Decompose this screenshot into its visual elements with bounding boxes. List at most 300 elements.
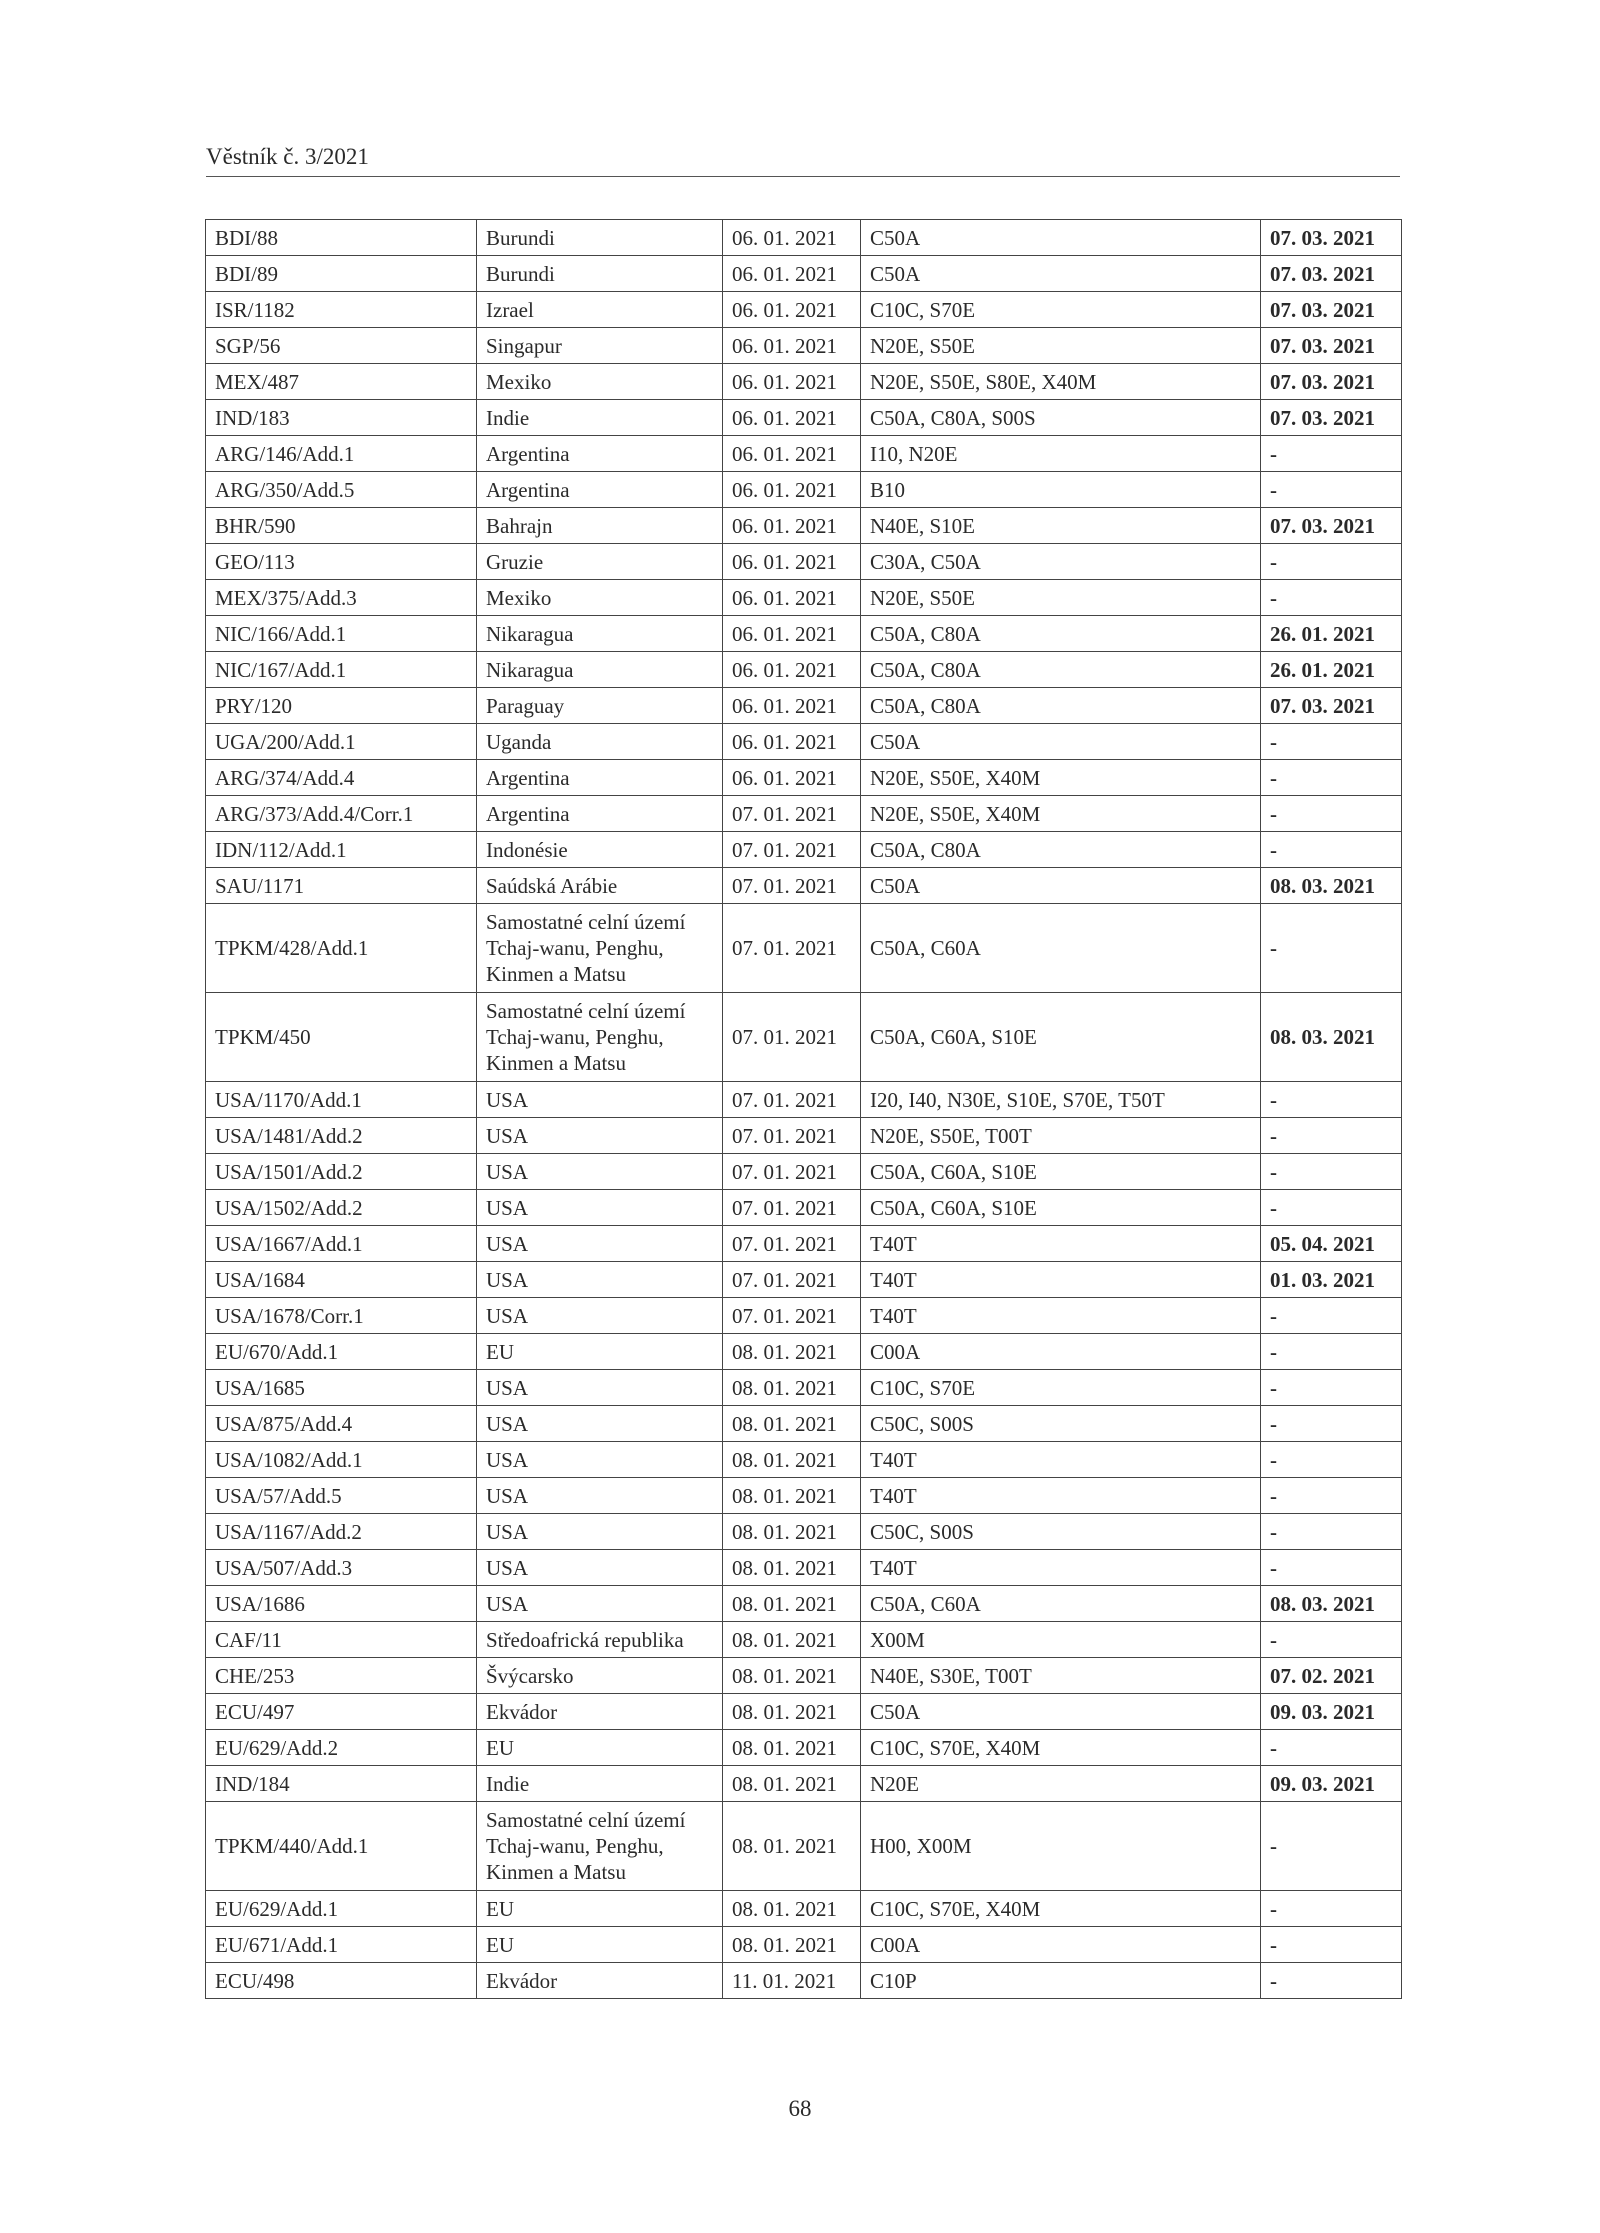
product-codes-cell: C50A, C80A, S00S (861, 400, 1261, 436)
effective-date-cell: - (1261, 796, 1402, 832)
country-line: USA (486, 1519, 529, 1544)
document-code-cell: BHR/590 (206, 508, 477, 544)
product-codes-cell: C50A, C60A (861, 904, 1261, 993)
document-code-cell: EU/629/Add.1 (206, 1891, 477, 1927)
table-row (206, 1514, 1402, 1550)
table-row (206, 220, 1402, 256)
country-line: USA (486, 1411, 529, 1436)
table-row (206, 1334, 1402, 1370)
document-code-cell: PRY/120 (206, 688, 477, 724)
product-codes-cell: N20E, S50E, T00T (861, 1118, 1261, 1154)
product-codes-cell: C50A (861, 724, 1261, 760)
page-header (206, 144, 1400, 177)
document-code-cell: NIC/167/Add.1 (206, 652, 477, 688)
table-row (206, 1622, 1402, 1658)
product-codes-cell: C50A, C80A (861, 652, 1261, 688)
product-codes-cell: N40E, S10E (861, 508, 1261, 544)
document-code-cell: UGA/200/Add.1 (206, 724, 477, 760)
document-code-cell: USA/1481/Add.2 (206, 1118, 477, 1154)
product-codes-cell: I10, N20E (861, 436, 1261, 472)
country-cell (477, 1622, 723, 1658)
effective-date-cell: - (1261, 1891, 1402, 1927)
notification-date-cell: 08. 01. 2021 (723, 1730, 861, 1766)
country-line: EU (486, 1896, 514, 1921)
document-code-cell: SAU/1171 (206, 868, 477, 904)
document-code-cell: GEO/113 (206, 544, 477, 580)
effective-date-cell: 07. 03. 2021 (1261, 328, 1402, 364)
product-codes-cell: T40T (861, 1298, 1261, 1334)
country-cell (477, 993, 723, 1082)
effective-date-cell: 07. 03. 2021 (1261, 292, 1402, 328)
country-cell (477, 1891, 723, 1927)
document-code-cell: CAF/11 (206, 1622, 477, 1658)
country-cell (477, 1730, 723, 1766)
effective-date-cell: 08. 03. 2021 (1261, 868, 1402, 904)
document-code-cell: SGP/56 (206, 328, 477, 364)
notification-date-cell: 06. 01. 2021 (723, 580, 861, 616)
country-line: Argentina (486, 441, 570, 466)
document-code-cell: USA/1082/Add.1 (206, 1442, 477, 1478)
country-cell (477, 616, 723, 652)
effective-date-cell: - (1261, 472, 1402, 508)
document-code-cell: USA/1502/Add.2 (206, 1190, 477, 1226)
product-codes-cell: T40T (861, 1442, 1261, 1478)
country-line: Kinmen a Matsu (486, 1860, 626, 1884)
product-codes-cell: C50A (861, 868, 1261, 904)
country-cell (477, 1927, 723, 1963)
notification-date-cell: 08. 01. 2021 (723, 1550, 861, 1586)
country-cell (477, 1334, 723, 1370)
product-codes-cell: C50A, C60A (861, 1586, 1261, 1622)
notification-date-cell: 07. 01. 2021 (723, 1118, 861, 1154)
country-cell (477, 796, 723, 832)
notification-date-cell: 06. 01. 2021 (723, 400, 861, 436)
table-row (206, 1262, 1402, 1298)
table-row (206, 1658, 1402, 1694)
country-line: Samostatné celní území (486, 910, 686, 934)
notification-date-cell: 11. 01. 2021 (723, 1963, 861, 1999)
country-line: Nikaragua (486, 657, 574, 682)
country-line: Švýcarsko (486, 1663, 574, 1688)
country-cell (477, 724, 723, 760)
country-cell (477, 652, 723, 688)
effective-date-cell: - (1261, 1334, 1402, 1370)
effective-date-cell: 26. 01. 2021 (1261, 616, 1402, 652)
effective-date-cell: - (1261, 1478, 1402, 1514)
notification-date-cell: 07. 01. 2021 (723, 1226, 861, 1262)
document-code-cell: IND/184 (206, 1766, 477, 1802)
country-cell (477, 1262, 723, 1298)
country-cell (477, 1586, 723, 1622)
country-line: Argentina (486, 765, 570, 790)
effective-date-cell: 01. 03. 2021 (1261, 1262, 1402, 1298)
country-cell (477, 1550, 723, 1586)
notification-date-cell: 08. 01. 2021 (723, 1802, 861, 1891)
table-row (206, 688, 1402, 724)
notification-date-cell: 07. 01. 2021 (723, 1262, 861, 1298)
table-row (206, 1118, 1402, 1154)
country-cell (477, 1442, 723, 1478)
notifications-table (205, 219, 1402, 1999)
notification-date-cell: 07. 01. 2021 (723, 993, 861, 1082)
document-code-cell: EU/671/Add.1 (206, 1927, 477, 1963)
effective-date-cell: 07. 03. 2021 (1261, 400, 1402, 436)
country-line: Argentina (486, 801, 570, 826)
document-code-cell: ARG/146/Add.1 (206, 436, 477, 472)
table-row (206, 400, 1402, 436)
effective-date-cell: - (1261, 760, 1402, 796)
notification-date-cell: 06. 01. 2021 (723, 328, 861, 364)
document-code-cell: ECU/498 (206, 1963, 477, 1999)
country-line: EU (486, 1339, 514, 1364)
document-code-cell: BDI/89 (206, 256, 477, 292)
table-row (206, 652, 1402, 688)
notification-date-cell: 07. 01. 2021 (723, 796, 861, 832)
table-row (206, 508, 1402, 544)
country-cell (477, 1514, 723, 1550)
table-row (206, 1154, 1402, 1190)
country-cell (477, 1766, 723, 1802)
notification-date-cell: 07. 01. 2021 (723, 868, 861, 904)
country-line: USA (486, 1447, 529, 1472)
document-code-cell: BDI/88 (206, 220, 477, 256)
effective-date-cell: - (1261, 724, 1402, 760)
notification-date-cell: 08. 01. 2021 (723, 1514, 861, 1550)
document-code-cell: EU/670/Add.1 (206, 1334, 477, 1370)
effective-date-cell: - (1261, 1190, 1402, 1226)
country-cell (477, 328, 723, 364)
effective-date-cell: - (1261, 1118, 1402, 1154)
country-cell (477, 256, 723, 292)
country-line: USA (486, 1267, 529, 1292)
notification-date-cell: 06. 01. 2021 (723, 472, 861, 508)
notification-date-cell: 08. 01. 2021 (723, 1406, 861, 1442)
country-line: Ekvádor (486, 1968, 558, 1993)
country-line: Gruzie (486, 549, 544, 574)
country-line: USA (486, 1303, 529, 1328)
country-line: Kinmen a Matsu (486, 1051, 626, 1075)
product-codes-cell: C50A (861, 1694, 1261, 1730)
effective-date-cell: - (1261, 1514, 1402, 1550)
table-row (206, 256, 1402, 292)
table-row (206, 1370, 1402, 1406)
country-line: Tchaj-wanu, Penghu, (486, 936, 664, 960)
notification-date-cell: 06. 01. 2021 (723, 760, 861, 796)
effective-date-cell: 09. 03. 2021 (1261, 1694, 1402, 1730)
product-codes-cell: N20E, S50E (861, 580, 1261, 616)
table-row (206, 1298, 1402, 1334)
table-row (206, 1766, 1402, 1802)
product-codes-cell: C10C, S70E (861, 292, 1261, 328)
product-codes-cell: C50A, C60A, S10E (861, 1154, 1261, 1190)
product-codes-cell: C00A (861, 1334, 1261, 1370)
notification-date-cell: 06. 01. 2021 (723, 436, 861, 472)
country-cell (477, 1478, 723, 1514)
notification-date-cell: 08. 01. 2021 (723, 1586, 861, 1622)
country-cell (477, 1802, 723, 1891)
document-code-cell: USA/1685 (206, 1370, 477, 1406)
effective-date-cell: - (1261, 1963, 1402, 1999)
document-code-cell: USA/1667/Add.1 (206, 1226, 477, 1262)
country-line: Burundi (486, 225, 555, 250)
country-line: USA (486, 1087, 529, 1112)
country-line: Indonésie (486, 837, 568, 862)
table-row (206, 1802, 1402, 1891)
country-cell (477, 1154, 723, 1190)
table-row (206, 1927, 1402, 1963)
table-row (206, 436, 1402, 472)
document-code-cell: USA/1501/Add.2 (206, 1154, 477, 1190)
product-codes-cell: C10P (861, 1963, 1261, 1999)
document-code-cell: USA/1678/Corr.1 (206, 1298, 477, 1334)
notification-date-cell: 08. 01. 2021 (723, 1927, 861, 1963)
table-row (206, 616, 1402, 652)
effective-date-cell: - (1261, 1622, 1402, 1658)
country-line: Nikaragua (486, 621, 574, 646)
country-line: Mexiko (486, 585, 552, 610)
document-code-cell: USA/875/Add.4 (206, 1406, 477, 1442)
table-row (206, 1694, 1402, 1730)
effective-date-cell: 07. 03. 2021 (1261, 220, 1402, 256)
document-code-cell: IND/183 (206, 400, 477, 436)
notification-date-cell: 06. 01. 2021 (723, 292, 861, 328)
notification-date-cell: 07. 01. 2021 (723, 1298, 861, 1334)
country-line: Singapur (486, 333, 562, 358)
effective-date-cell: - (1261, 436, 1402, 472)
product-codes-cell: C50A, C80A (861, 616, 1261, 652)
effective-date-cell: 07. 03. 2021 (1261, 364, 1402, 400)
country-line: Kinmen a Matsu (486, 962, 626, 986)
country-cell (477, 868, 723, 904)
country-line: Burundi (486, 261, 555, 286)
product-codes-cell: C50C, S00S (861, 1514, 1261, 1550)
notification-date-cell: 08. 01. 2021 (723, 1370, 861, 1406)
document-code-cell: USA/507/Add.3 (206, 1550, 477, 1586)
product-codes-cell: C50A (861, 256, 1261, 292)
country-cell (477, 292, 723, 328)
table-row (206, 1190, 1402, 1226)
document-code-cell: TPKM/428/Add.1 (206, 904, 477, 993)
effective-date-cell: - (1261, 904, 1402, 993)
notification-date-cell: 08. 01. 2021 (723, 1334, 861, 1370)
product-codes-cell: C50A, C60A, S10E (861, 993, 1261, 1082)
country-cell (477, 1963, 723, 1999)
table-row (206, 904, 1402, 993)
table-row (206, 1226, 1402, 1262)
product-codes-cell: C50C, S00S (861, 1406, 1261, 1442)
notification-date-cell: 07. 01. 2021 (723, 1190, 861, 1226)
effective-date-cell: 07. 03. 2021 (1261, 508, 1402, 544)
table-row (206, 796, 1402, 832)
table-row (206, 1478, 1402, 1514)
country-cell (477, 1298, 723, 1334)
country-line: Uganda (486, 729, 552, 754)
notification-date-cell: 06. 01. 2021 (723, 364, 861, 400)
document-code-cell: MEX/487 (206, 364, 477, 400)
effective-date-cell: - (1261, 1442, 1402, 1478)
document-code-cell: IDN/112/Add.1 (206, 832, 477, 868)
effective-date-cell: 08. 03. 2021 (1261, 993, 1402, 1082)
document-code-cell: NIC/166/Add.1 (206, 616, 477, 652)
product-codes-cell: C10C, S70E (861, 1370, 1261, 1406)
country-line: USA (486, 1159, 529, 1184)
document-code-cell: MEX/375/Add.3 (206, 580, 477, 616)
country-line: USA (486, 1375, 529, 1400)
document-code-cell: ARG/373/Add.4/Corr.1 (206, 796, 477, 832)
country-cell (477, 832, 723, 868)
document-code-cell: ARG/374/Add.4 (206, 760, 477, 796)
notification-date-cell: 07. 01. 2021 (723, 904, 861, 993)
notification-date-cell: 08. 01. 2021 (723, 1694, 861, 1730)
effective-date-cell: - (1261, 1730, 1402, 1766)
country-cell (477, 1694, 723, 1730)
document-code-cell: CHE/253 (206, 1658, 477, 1694)
notification-date-cell: 06. 01. 2021 (723, 652, 861, 688)
country-line: Samostatné celní území (486, 1808, 686, 1832)
effective-date-cell: 26. 01. 2021 (1261, 652, 1402, 688)
effective-date-cell: 07. 03. 2021 (1261, 256, 1402, 292)
product-codes-cell: C50A, C60A, S10E (861, 1190, 1261, 1226)
country-line: Izrael (486, 297, 534, 322)
document-code-cell: USA/57/Add.5 (206, 1478, 477, 1514)
country-cell (477, 1658, 723, 1694)
country-cell (477, 1370, 723, 1406)
document-code-cell: USA/1686 (206, 1586, 477, 1622)
table-row (206, 760, 1402, 796)
table-row (206, 1406, 1402, 1442)
document-code-cell: ECU/497 (206, 1694, 477, 1730)
table-row (206, 1082, 1402, 1118)
product-codes-cell: T40T (861, 1478, 1261, 1514)
country-cell (477, 1406, 723, 1442)
country-line: USA (486, 1195, 529, 1220)
product-codes-cell: B10 (861, 472, 1261, 508)
notification-date-cell: 06. 01. 2021 (723, 724, 861, 760)
country-cell (477, 220, 723, 256)
notification-date-cell: 08. 01. 2021 (723, 1766, 861, 1802)
country-cell (477, 544, 723, 580)
country-line: Tchaj-wanu, Penghu, (486, 1025, 664, 1049)
table-row (206, 292, 1402, 328)
country-line: EU (486, 1735, 514, 1760)
table-row (206, 1963, 1402, 1999)
effective-date-cell: - (1261, 1802, 1402, 1891)
country-line: USA (486, 1231, 529, 1256)
country-cell (477, 400, 723, 436)
country-line: Tchaj-wanu, Penghu, (486, 1834, 664, 1858)
country-line: Středoafrická republika (486, 1627, 684, 1652)
table-row (206, 1891, 1402, 1927)
product-codes-cell: T40T (861, 1550, 1261, 1586)
notification-date-cell: 07. 01. 2021 (723, 1082, 861, 1118)
document-code-cell: TPKM/450 (206, 993, 477, 1082)
notification-date-cell: 07. 01. 2021 (723, 832, 861, 868)
document-code-cell: USA/1170/Add.1 (206, 1082, 477, 1118)
product-codes-cell: T40T (861, 1262, 1261, 1298)
notification-date-cell: 06. 01. 2021 (723, 220, 861, 256)
country-line: Samostatné celní území (486, 999, 686, 1023)
table-row (206, 364, 1402, 400)
table-row (206, 832, 1402, 868)
product-codes-cell: H00, X00M (861, 1802, 1261, 1891)
document-code-cell: ARG/350/Add.5 (206, 472, 477, 508)
product-codes-cell: C30A, C50A (861, 544, 1261, 580)
country-cell (477, 760, 723, 796)
product-codes-cell: C50A (861, 220, 1261, 256)
notification-date-cell: 08. 01. 2021 (723, 1891, 861, 1927)
notification-date-cell: 06. 01. 2021 (723, 688, 861, 724)
country-cell (477, 472, 723, 508)
effective-date-cell: - (1261, 1370, 1402, 1406)
country-cell (477, 364, 723, 400)
product-codes-cell: C10C, S70E, X40M (861, 1730, 1261, 1766)
product-codes-cell: C00A (861, 1927, 1261, 1963)
country-line: USA (486, 1123, 529, 1148)
table-row (206, 724, 1402, 760)
table-body (206, 220, 1402, 1999)
product-codes-cell: C10C, S70E, X40M (861, 1891, 1261, 1927)
table-row (206, 1586, 1402, 1622)
country-line: Saúdská Arábie (486, 873, 618, 898)
country-cell (477, 1190, 723, 1226)
effective-date-cell: - (1261, 1927, 1402, 1963)
product-codes-cell: N20E, S50E, X40M (861, 760, 1261, 796)
notification-date-cell: 06. 01. 2021 (723, 544, 861, 580)
country-line: Ekvádor (486, 1699, 558, 1724)
product-codes-cell: I20, I40, N30E, S10E, S70E, T50T (861, 1082, 1261, 1118)
country-cell (477, 688, 723, 724)
product-codes-cell: T40T (861, 1226, 1261, 1262)
effective-date-cell: - (1261, 544, 1402, 580)
table-row (206, 1442, 1402, 1478)
table-row (206, 580, 1402, 616)
table-row (206, 1550, 1402, 1586)
country-cell (477, 904, 723, 993)
effective-date-cell: 05. 04. 2021 (1261, 1226, 1402, 1262)
notification-date-cell: 08. 01. 2021 (723, 1442, 861, 1478)
table-row (206, 868, 1402, 904)
document-code-cell: USA/1167/Add.2 (206, 1514, 477, 1550)
country-cell (477, 1118, 723, 1154)
country-line: Indie (486, 1771, 530, 1796)
notification-date-cell: 07. 01. 2021 (723, 1154, 861, 1190)
table-row (206, 544, 1402, 580)
product-codes-cell: N40E, S30E, T00T (861, 1658, 1261, 1694)
page-number: 68 (788, 2096, 812, 2121)
effective-date-cell: - (1261, 1406, 1402, 1442)
country-cell (477, 1082, 723, 1118)
effective-date-cell: - (1261, 1550, 1402, 1586)
effective-date-cell: - (1261, 1298, 1402, 1334)
document-code-cell: ISR/1182 (206, 292, 477, 328)
effective-date-cell: - (1261, 1154, 1402, 1190)
effective-date-cell: 08. 03. 2021 (1261, 1586, 1402, 1622)
country-line: Argentina (486, 477, 570, 502)
country-line: EU (486, 1932, 514, 1957)
country-cell (477, 580, 723, 616)
country-line: Indie (486, 405, 530, 430)
country-cell (477, 508, 723, 544)
effective-date-cell: - (1261, 580, 1402, 616)
country-line: USA (486, 1555, 529, 1580)
notification-date-cell: 08. 01. 2021 (723, 1658, 861, 1694)
product-codes-cell: C50A, C80A (861, 688, 1261, 724)
notification-date-cell: 06. 01. 2021 (723, 256, 861, 292)
effective-date-cell: - (1261, 1082, 1402, 1118)
product-codes-cell: N20E, S50E (861, 328, 1261, 364)
country-line: Bahrajn (486, 513, 553, 538)
table-row (206, 472, 1402, 508)
